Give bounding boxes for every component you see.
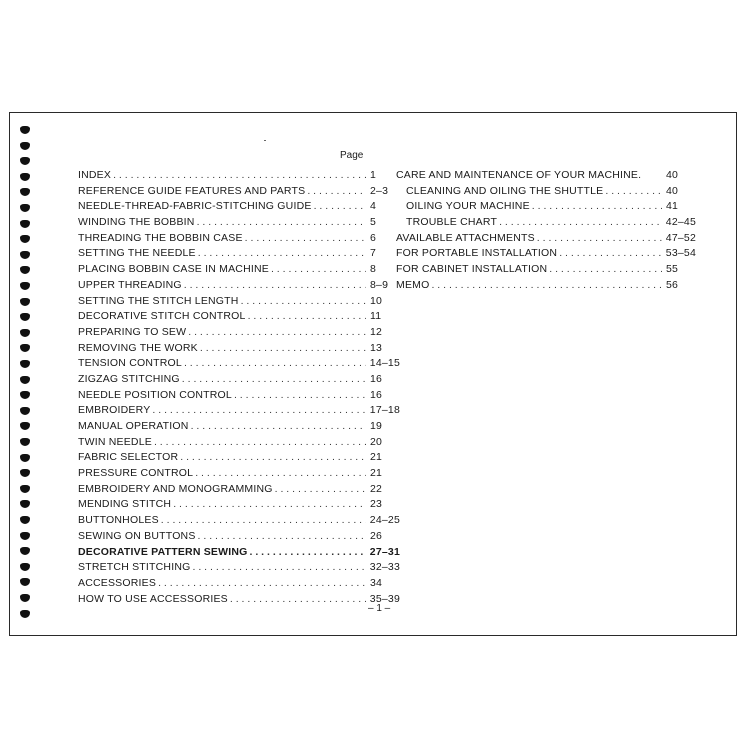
toc-entry <box>78 435 400 451</box>
toc-entry-page: 16 <box>370 388 383 401</box>
toc-leader-dots <box>171 497 366 513</box>
toc-leader-dots <box>150 403 365 419</box>
toc-entry-page: 17–18 <box>369 404 400 417</box>
toc-entry-page: 4 <box>370 200 377 213</box>
toc-entry-title: DECORATIVE PATTERN SEWING <box>78 545 248 558</box>
toc-entry-title: FABRIC SELECTOR <box>78 451 179 464</box>
toc-leader-dots <box>547 262 662 278</box>
toc-entry-page: 35–39 <box>369 592 400 605</box>
binding-hole-icon <box>20 220 30 228</box>
toc-entry <box>78 309 400 325</box>
toc-leader-dots <box>243 231 366 247</box>
toc-entry <box>78 497 400 513</box>
toc-entry-page: 1 <box>370 169 377 181</box>
toc-leader-dots <box>535 231 662 247</box>
toc-entry <box>78 372 400 388</box>
toc-right-column <box>396 168 696 294</box>
toc-entry <box>78 341 400 357</box>
toc-entry <box>396 168 696 184</box>
toc-entry-title: CARE AND MAINTENANCE OF YOUR MACHINE. <box>396 169 642 181</box>
toc-entry-page: 26 <box>370 529 383 542</box>
toc-leader-dots <box>269 262 366 278</box>
toc-entry-title: NEEDLE POSITION CONTROL <box>78 388 232 401</box>
toc-leader-dots <box>232 388 366 404</box>
toc-entry <box>78 246 400 262</box>
toc-entry-page: 21 <box>370 451 383 464</box>
toc-entry-page: 10 <box>370 294 383 307</box>
toc-entry-page: 20 <box>370 435 383 448</box>
toc-entry-page: 11 <box>370 310 382 323</box>
toc-leader-dots <box>557 246 662 262</box>
toc-leader-dots <box>198 341 366 357</box>
toc-entry-title: OILING YOUR MACHINE <box>406 200 530 213</box>
page-column-label: Page <box>340 150 364 161</box>
toc-leader-dots <box>248 545 366 561</box>
toc-entry-title: FOR CABINET INSTALLATION <box>396 263 548 276</box>
toc-entry-title: NEEDLE-THREAD-FABRIC-STITCHING GUIDE <box>78 200 312 213</box>
toc-entry-page: 32–33 <box>369 561 400 574</box>
toc-entry-title: TWIN NEEDLE <box>78 435 152 448</box>
toc-entry-title: EMBROIDERY <box>78 404 151 417</box>
toc-entry-page: 19 <box>370 420 383 432</box>
binding-hole-icon <box>20 376 30 384</box>
toc-entry-title: MENDING STITCH <box>78 498 172 511</box>
toc-leader-dots <box>182 278 366 294</box>
toc-entry-page: 8–9 <box>370 278 389 291</box>
toc-entry-page: 23 <box>370 498 383 511</box>
toc-entry-title: ACCESSORIES <box>78 576 157 589</box>
toc-entry-page: 56 <box>666 278 679 291</box>
toc-entry <box>78 576 400 592</box>
toc-leader-dots <box>152 435 366 451</box>
toc-entry <box>78 184 400 200</box>
toc-entry <box>396 262 696 278</box>
footer-page-number: – 1 – <box>368 603 391 614</box>
toc-entry-title: FOR PORTABLE INSTALLATION <box>396 247 558 260</box>
toc-leader-dots <box>189 419 366 435</box>
toc-entry-page: 42–45 <box>665 216 696 229</box>
toc-entry-title: UPPER THREADING <box>78 278 182 291</box>
toc-entry-page: 22 <box>370 482 383 495</box>
toc-entry-page: 27–31 <box>369 545 400 558</box>
toc-entry <box>78 388 400 404</box>
toc-leader-dots <box>228 592 366 608</box>
toc-entry-title: AVAILABLE ATTACHMENTS <box>396 231 535 244</box>
toc-entry-page: 2–3 <box>370 184 389 197</box>
toc-entry <box>78 199 400 215</box>
toc-entry-title: REMOVING THE WORK <box>78 341 198 354</box>
toc-leader-dots <box>178 450 366 466</box>
toc-entry-title: BUTTONHOLES <box>78 514 159 527</box>
toc-entry-title: MANUAL OPERATION <box>78 420 189 432</box>
toc-entry <box>78 419 400 435</box>
toc-entry-page: 14–15 <box>369 357 400 370</box>
toc-entry-title: TROUBLE CHART <box>406 216 498 229</box>
binding-hole-icon <box>20 532 30 540</box>
toc-leader-dots <box>190 560 365 576</box>
toc-entry-page: 21 <box>370 467 383 480</box>
toc-entry-title: DECORATIVE STITCH CONTROL <box>78 310 246 323</box>
toc-entry <box>396 278 696 294</box>
toc-entry-title: CLEANING AND OILING THE SHUTTLE <box>406 184 604 197</box>
toc-entry-title: SEWING ON BUTTONS <box>78 529 196 542</box>
toc-entry <box>78 466 400 482</box>
toc-entry <box>78 513 400 529</box>
toc-leader-dots <box>429 278 662 294</box>
toc-entry-page: 12 <box>370 325 383 338</box>
toc-entry <box>78 592 400 608</box>
toc-entry-page: 8 <box>370 263 377 276</box>
toc-entry <box>78 403 400 419</box>
toc-entry-title: SETTING THE NEEDLE <box>78 247 196 260</box>
toc-entry-title: TENSION CONTROL <box>78 357 182 370</box>
toc-leader-dots <box>196 529 366 545</box>
toc-entry <box>78 560 400 576</box>
toc-entry <box>78 168 400 184</box>
toc-leader-dots <box>195 215 366 231</box>
toc-left-column <box>78 168 400 607</box>
toc-leader-dots <box>180 372 366 388</box>
toc-entry-title: STRETCH STITCHING <box>78 561 191 574</box>
toc-entry-title: INDEX <box>78 169 112 181</box>
toc-leader-dots <box>196 246 366 262</box>
toc-leader-dots <box>111 168 366 184</box>
toc-entry <box>396 215 696 231</box>
toc-entry <box>78 482 400 498</box>
toc-entry <box>78 278 400 294</box>
toc-leader-dots <box>246 309 366 325</box>
toc-entry <box>78 529 400 545</box>
toc-entry-page: 16 <box>370 372 383 385</box>
toc-entry-page: 7 <box>370 247 377 260</box>
toc-leader-dots <box>530 199 662 215</box>
scan-speck <box>264 140 266 141</box>
toc-leader-dots <box>603 184 662 200</box>
toc-leader-dots <box>312 199 366 215</box>
toc-entry <box>78 294 400 310</box>
toc-leader-dots <box>186 325 366 341</box>
toc-entry <box>78 325 400 341</box>
toc-entry-page: 34 <box>370 576 383 589</box>
toc-leader-dots <box>305 184 366 200</box>
toc-entry-page: 24–25 <box>369 514 400 527</box>
toc-entry-page: 53–54 <box>665 247 696 260</box>
toc-entry-title: SETTING THE STITCH LENGTH <box>78 294 239 307</box>
toc-entry <box>396 246 696 262</box>
toc-entry <box>78 545 400 561</box>
toc-entry-title: REFERENCE GUIDE FEATURES AND PARTS <box>78 184 306 197</box>
toc-leader-dots <box>159 513 366 529</box>
toc-entry-title: PRESSURE CONTROL <box>78 467 194 480</box>
toc-entry-title: MEMO <box>396 278 430 291</box>
toc-entry-page: 6 <box>370 231 377 244</box>
toc-entry-page: 55 <box>666 263 679 276</box>
toc-leader-dots <box>156 576 366 592</box>
toc-entry <box>78 356 400 372</box>
toc-entry-title: ZIGZAG STITCHING <box>78 372 180 385</box>
toc-entry-title: PLACING BOBBIN CASE IN MACHINE <box>78 263 269 276</box>
toc-entry-page: 40 <box>666 184 679 197</box>
toc-leader-dots <box>193 466 366 482</box>
toc-entry <box>396 231 696 247</box>
binding-hole-icon <box>20 454 30 462</box>
toc-entry-title: PREPARING TO SEW <box>78 325 187 338</box>
toc-leader-dots <box>641 168 662 184</box>
toc-entry <box>396 199 696 215</box>
toc-leader-dots <box>497 215 662 231</box>
toc-entry-page: 47–52 <box>665 231 696 244</box>
binding-hole-icon <box>20 142 30 150</box>
toc-entry <box>78 215 400 231</box>
toc-entry-title: THREADING THE BOBBIN CASE <box>78 231 243 244</box>
toc-entry <box>78 231 400 247</box>
toc-entry-title: WINDING THE BOBBIN <box>78 216 195 229</box>
toc-entry <box>78 450 400 466</box>
toc-entry <box>78 262 400 278</box>
binding-hole-icon <box>20 610 30 618</box>
toc-leader-dots <box>182 356 366 372</box>
toc-leader-dots <box>239 294 366 310</box>
binding-hole-icon <box>20 298 30 306</box>
toc-entry-page: 13 <box>370 341 383 354</box>
toc-entry <box>396 184 696 200</box>
toc-leader-dots <box>273 482 366 498</box>
toc-entry-page: 41 <box>666 200 679 213</box>
toc-entry-title: HOW TO USE ACCESSORIES <box>78 592 228 605</box>
toc-entry-page: 40 <box>666 169 679 181</box>
toc-entry-page: 5 <box>370 216 377 229</box>
toc-entry-title: EMBROIDERY AND MONOGRAMMING <box>78 482 273 495</box>
